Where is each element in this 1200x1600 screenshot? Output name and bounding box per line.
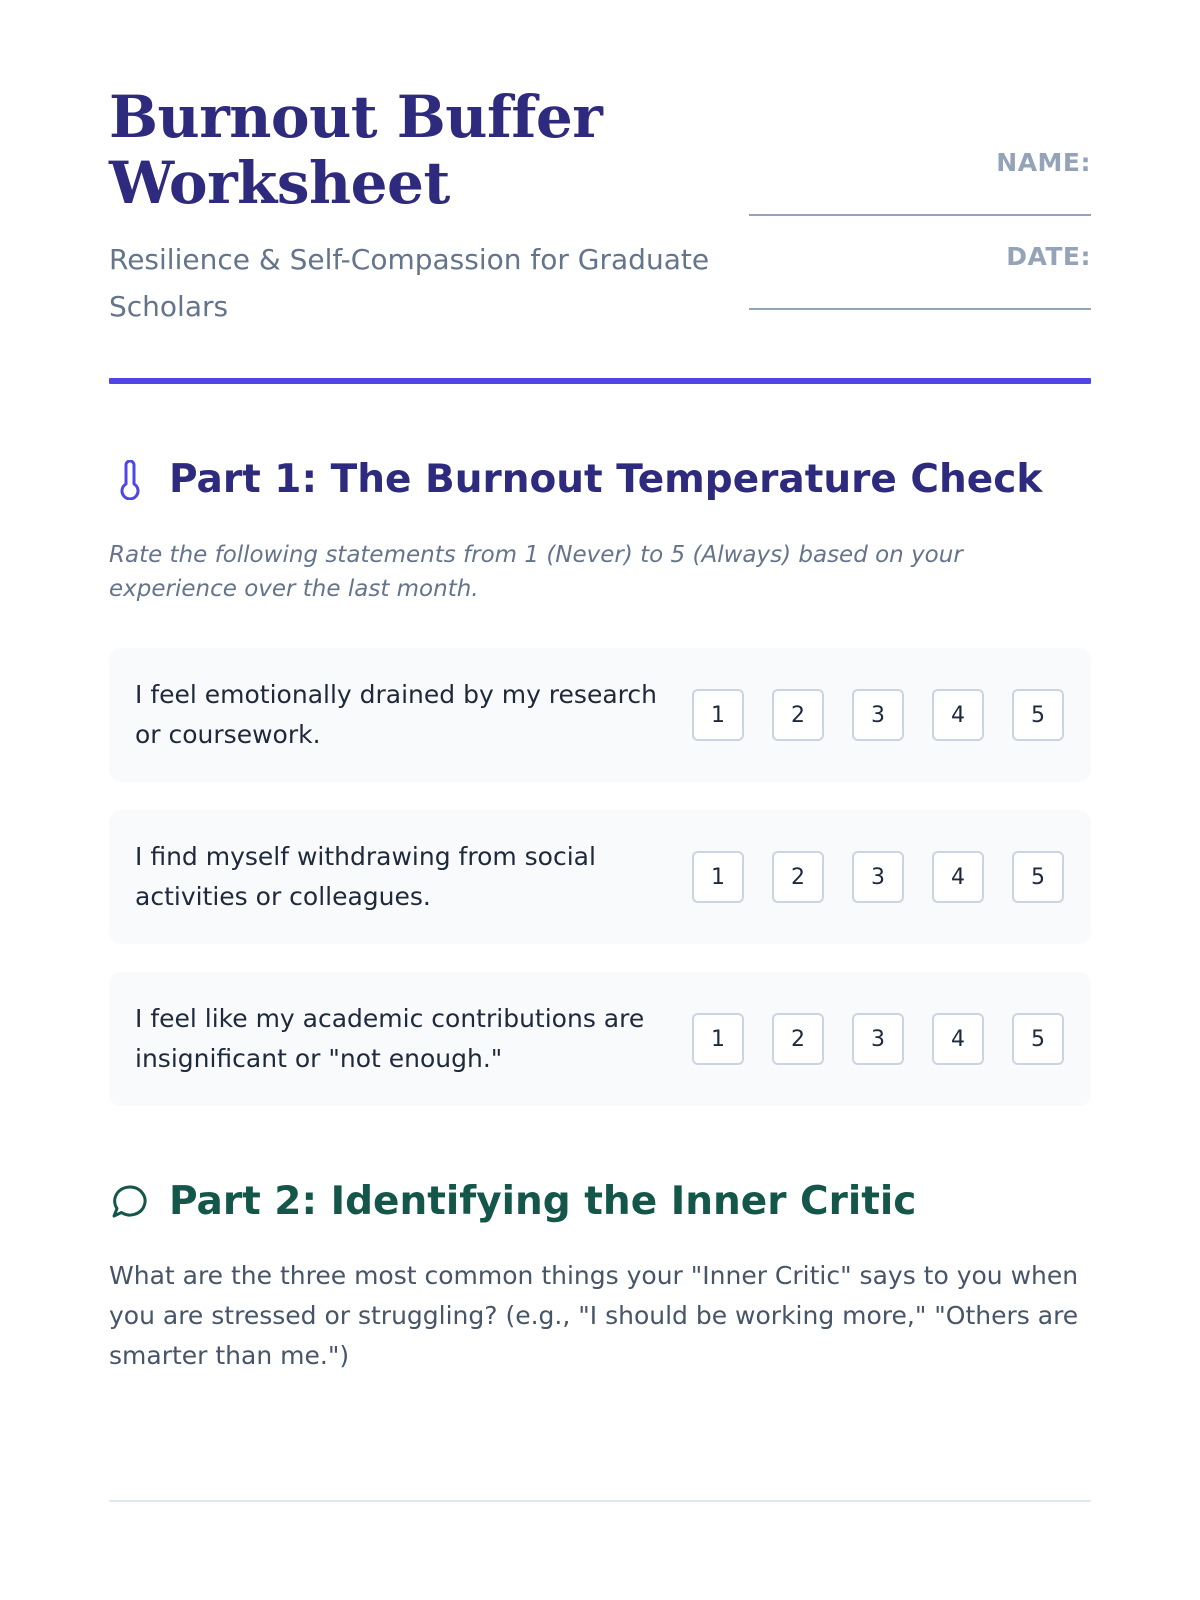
name-row: [749, 148, 1091, 242]
rating-option-5[interactable]: 5: [1012, 851, 1064, 903]
rating-option-3[interactable]: 3: [852, 1013, 904, 1065]
rating-option-4[interactable]: 4: [932, 851, 984, 903]
rating-item: [109, 648, 1091, 782]
rating-option-2[interactable]: 2: [772, 689, 824, 741]
rating-option-5[interactable]: 5: [1012, 1013, 1064, 1065]
part-2-title: Part 2: Identifying the Inner Critic: [169, 1179, 917, 1224]
part-2-prompt: What are the three most common things your "Inner Critic" says to you when you are stressed or struggling? (e.g., "I should be working more," "Others are smarter than me."): [109, 1261, 1079, 1370]
rating-scale: [692, 689, 1064, 741]
header-divider: [109, 378, 1091, 384]
rating-list: [109, 648, 1091, 1106]
name-field[interactable]: [749, 214, 1091, 216]
rating-item: [109, 972, 1091, 1106]
rating-option-1[interactable]: 1: [692, 1013, 744, 1065]
thermometer-icon: [109, 459, 151, 501]
rating-option-3[interactable]: 3: [852, 851, 904, 903]
rating-option-1[interactable]: 1: [692, 851, 744, 903]
speech-bubble-icon: [109, 1181, 151, 1223]
rating-statement: I feel emotionally drained by my research or coursework.: [135, 680, 657, 749]
answer-line-1[interactable]: [109, 1440, 1091, 1502]
rating-scale: [692, 1013, 1064, 1065]
date-field[interactable]: [749, 308, 1091, 310]
rating-option-3[interactable]: 3: [852, 689, 904, 741]
rating-statement: I find myself withdrawing from social activities or colleagues.: [135, 842, 596, 911]
date-label: DATE:: [1006, 242, 1091, 271]
part-1-heading: [109, 456, 1091, 504]
rating-option-1[interactable]: 1: [692, 689, 744, 741]
page-subtitle: Resilience & Self-Compassion for Graduate Scholars: [109, 243, 710, 323]
page-title: Burnout Buffer Worksheet: [109, 83, 603, 217]
rating-option-4[interactable]: 4: [932, 1013, 984, 1065]
name-label: NAME:: [996, 148, 1091, 177]
rating-option-4[interactable]: 4: [932, 689, 984, 741]
part-2-section: [109, 1178, 1091, 1600]
name-date-block: [749, 84, 1091, 336]
part-1-title: Part 1: The Burnout Temperature Check: [169, 457, 1043, 502]
worksheet-header: [109, 84, 1091, 336]
part-2-heading: [109, 1178, 1091, 1226]
part-1-instructions: Rate the following statements from 1 (Never) to 5 (Always) based on your experience over the last month.: [109, 542, 963, 602]
rating-option-2[interactable]: 2: [772, 851, 824, 903]
rating-option-5[interactable]: 5: [1012, 689, 1064, 741]
rating-option-2[interactable]: 2: [772, 1013, 824, 1065]
answer-line-2[interactable]: [109, 1546, 1091, 1600]
rating-item: [109, 810, 1091, 944]
rating-statement: I feel like my academic contributions are insignificant or "not enough.": [135, 1004, 645, 1073]
date-row: [749, 242, 1091, 336]
rating-scale: [692, 851, 1064, 903]
part-1-section: [109, 456, 1091, 1106]
title-block: [109, 84, 739, 330]
